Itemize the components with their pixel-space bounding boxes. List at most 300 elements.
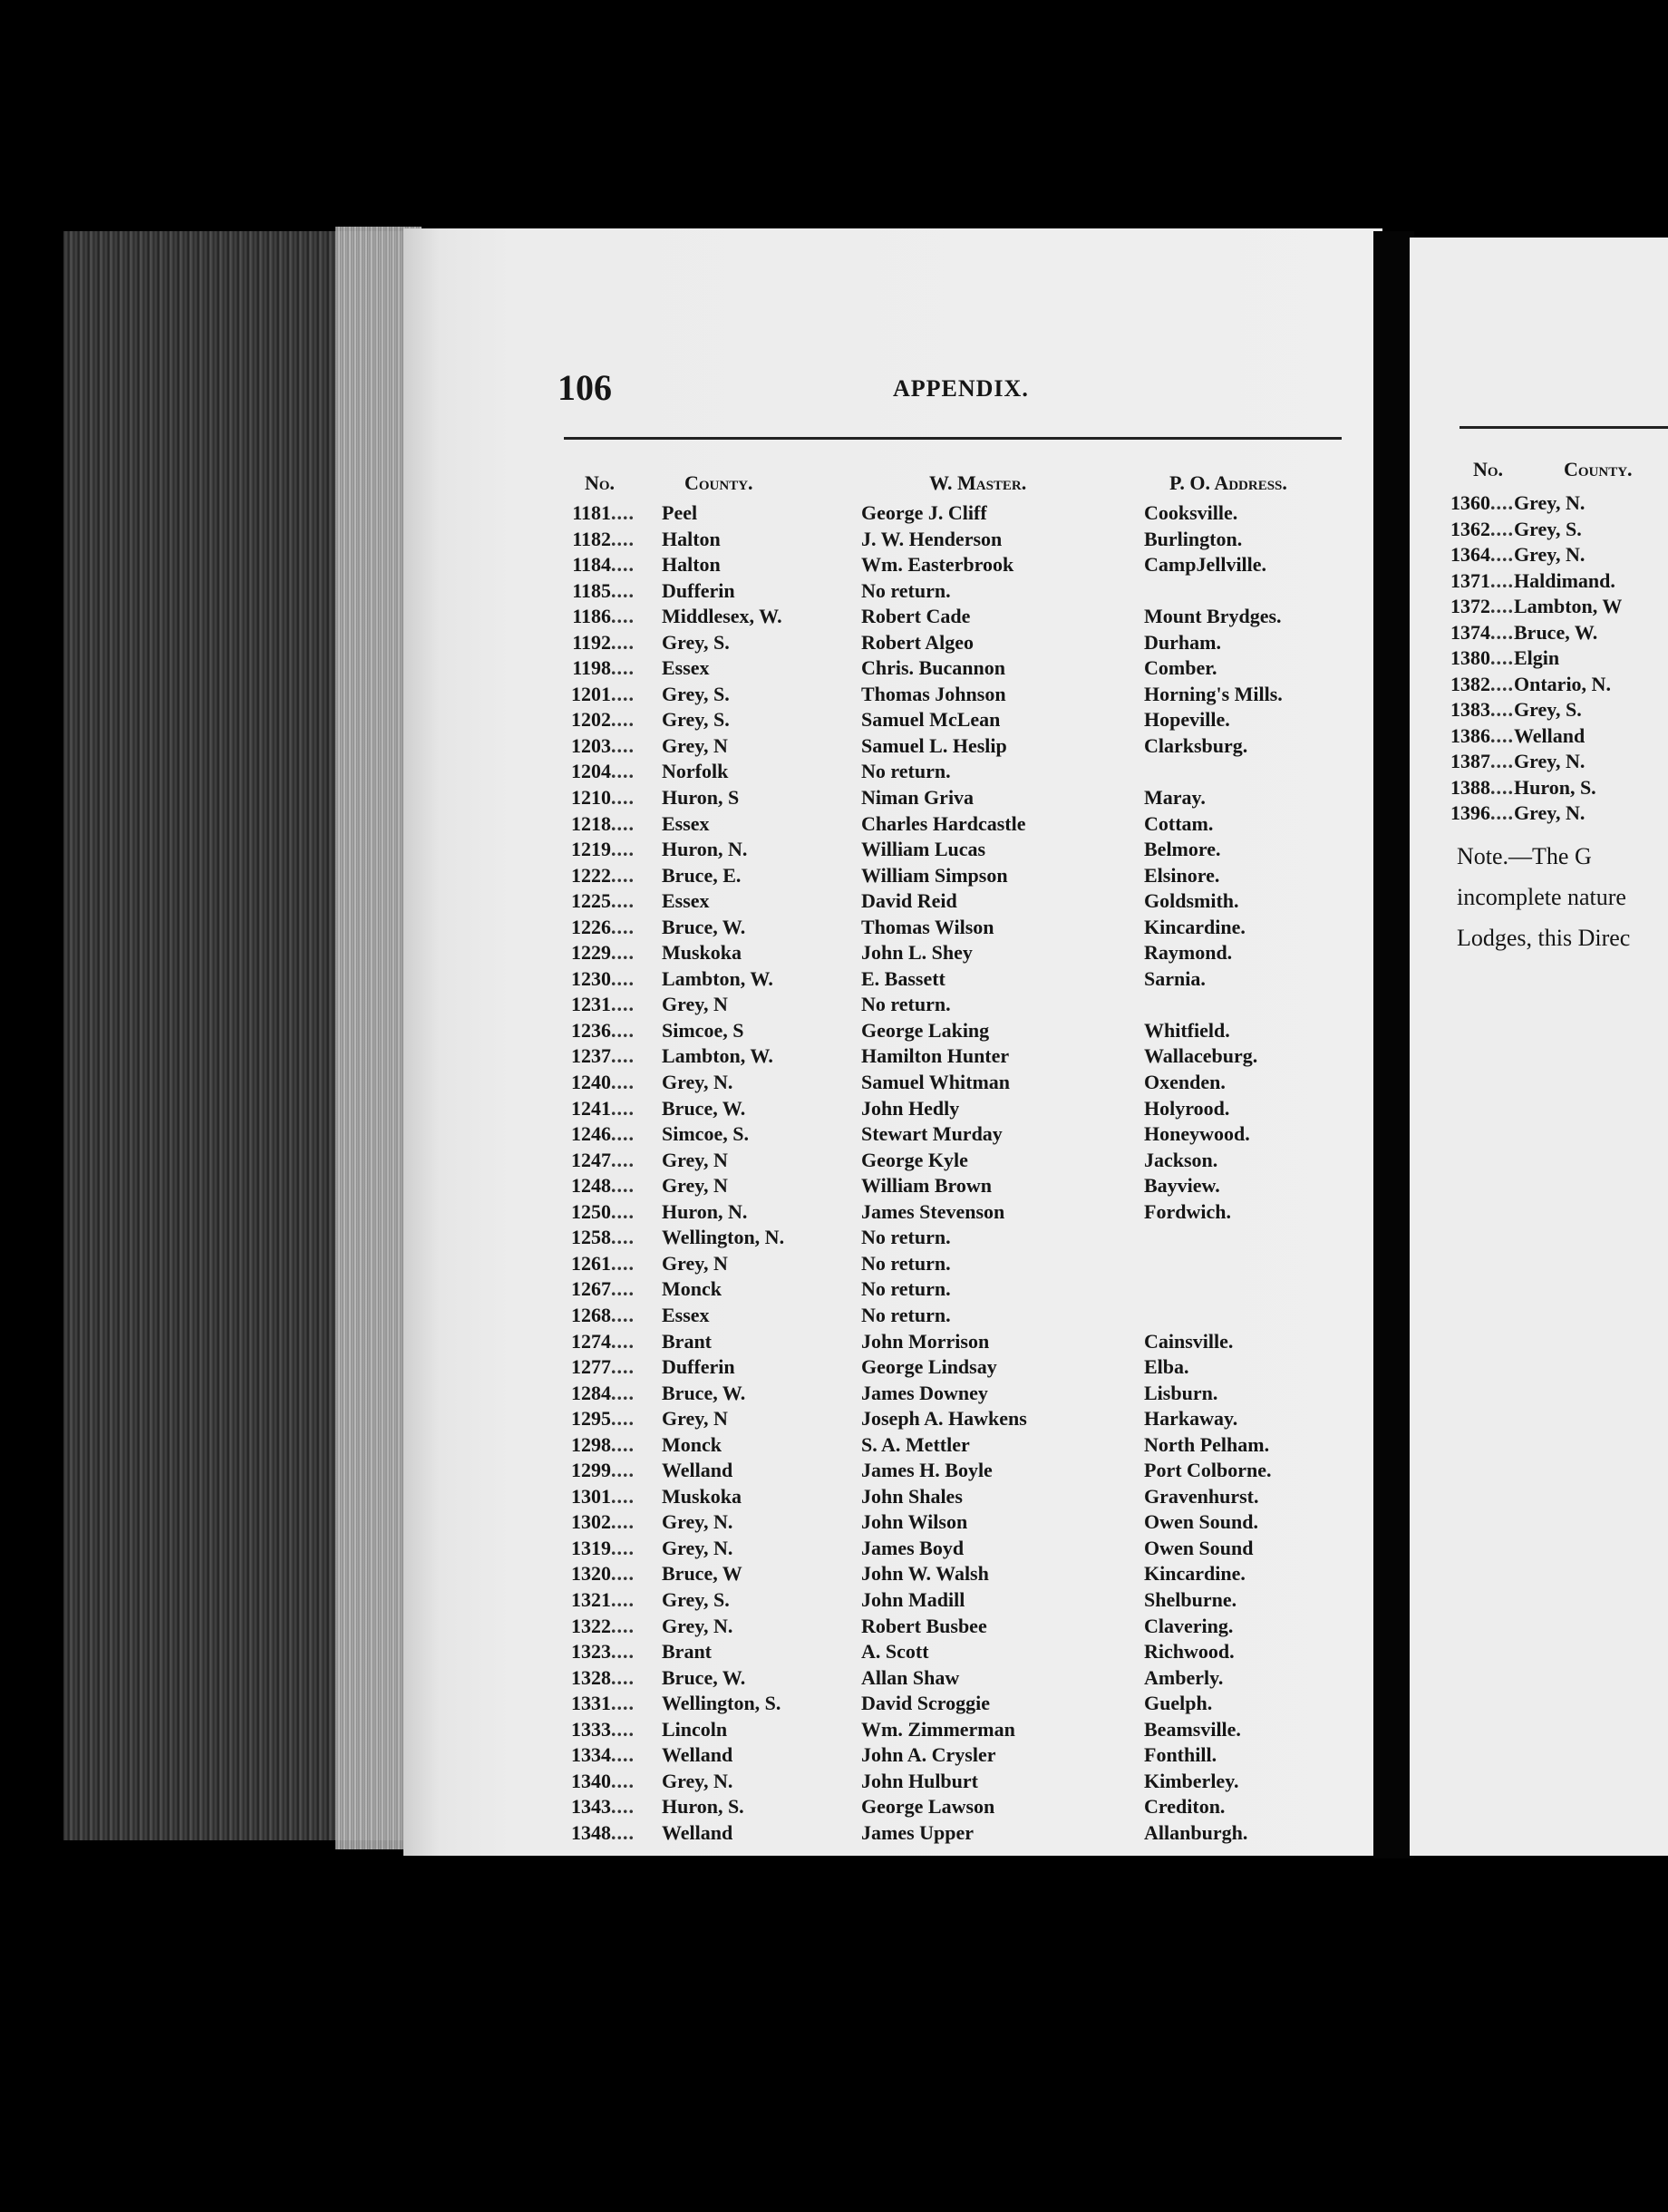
lodge-number: 1248 <box>571 1174 611 1198</box>
table-row <box>555 501 1353 528</box>
county-cell: Grey, N <box>662 1174 728 1198</box>
lodge-number: 1277 <box>571 1355 611 1379</box>
leader-dots: .... <box>611 786 635 810</box>
table-row <box>555 1330 1353 1356</box>
master-cell: Hamilton Hunter <box>861 1044 1010 1068</box>
lodge-number: 1268 <box>571 1303 611 1326</box>
lodge-number: 1219 <box>571 838 611 861</box>
county-cell: Wellington, N. <box>662 1226 785 1249</box>
table-row <box>555 1433 1353 1460</box>
leader-dots: .... <box>611 811 635 835</box>
master-cell: Allan Shaw <box>861 1665 960 1689</box>
county-cell: Bruce, W. <box>662 1096 746 1120</box>
address-cell: Fonthill. <box>1144 1743 1217 1767</box>
table-row <box>555 838 1353 864</box>
table-row <box>555 1122 1353 1149</box>
leader-dots: .... <box>611 1044 635 1068</box>
county-cell: Ontario, N. <box>1514 672 1611 695</box>
address-cell: Horning's Mills. <box>1144 682 1283 705</box>
county-cell: Grey, N. <box>1514 801 1586 824</box>
table-row <box>555 1770 1353 1796</box>
leader-dots: .... <box>611 1199 635 1223</box>
lodge-number: 1236 <box>571 1018 611 1042</box>
county-cell: Middlesex, W. <box>662 605 782 628</box>
county-cell: Grey, N. <box>662 1510 733 1534</box>
leader-dots: .... <box>611 578 635 602</box>
lodge-number: 1230 <box>571 966 611 990</box>
table-row <box>1450 801 1622 828</box>
leader-dots: .... <box>611 1484 635 1508</box>
address-cell: Kincardine. <box>1144 915 1246 938</box>
leader-dots: .... <box>611 1174 635 1198</box>
county-cell: Grey, N. <box>1514 543 1586 566</box>
county-cell: Peel <box>662 501 698 524</box>
address-cell: Beamsville. <box>1144 1717 1241 1741</box>
table-row <box>555 1485 1353 1511</box>
leader-dots: .... <box>611 966 635 990</box>
lodge-number: 1284 <box>571 1381 611 1404</box>
table-row <box>555 553 1353 579</box>
table-row <box>555 1666 1353 1693</box>
county-cell: Simcoe, S. <box>662 1122 749 1146</box>
address-cell: Cottam. <box>1144 811 1214 835</box>
lodge-number: 1360 <box>1450 491 1490 514</box>
address-cell: Clarksburg. <box>1144 733 1248 757</box>
lodge-number: 1371 <box>1450 568 1490 592</box>
county-cell: Dufferin <box>662 578 735 602</box>
county-cell: Huron, N. <box>662 1199 748 1223</box>
lodge-number: 1261 <box>571 1251 611 1275</box>
address-cell: Cooksville. <box>1144 501 1238 524</box>
page-header <box>558 366 1337 413</box>
address-cell: Jackson. <box>1144 1148 1218 1171</box>
lodge-number: 1328 <box>571 1665 611 1689</box>
leader-dots: .... <box>611 1381 635 1404</box>
table-row <box>1450 646 1622 673</box>
county-cell: Muskoka <box>662 941 742 965</box>
lodge-number: 1374 <box>1450 620 1490 644</box>
master-cell: George Kyle <box>861 1148 968 1171</box>
master-cell: James Upper <box>861 1820 975 1844</box>
master-cell: E. Bassett <box>861 966 946 990</box>
lodge-number: 1258 <box>571 1226 611 1249</box>
table-row <box>555 967 1353 994</box>
table-row <box>555 1615 1353 1641</box>
table-row <box>1450 543 1622 569</box>
county-cell: Norfolk <box>662 760 729 783</box>
master-cell: David Scroggie <box>861 1692 990 1715</box>
table-row <box>555 656 1353 683</box>
county-cell: Huron, S. <box>1514 775 1596 799</box>
table-row <box>555 941 1353 967</box>
lodge-number: 1299 <box>571 1459 611 1482</box>
lodge-number: 1202 <box>571 708 611 732</box>
table-row <box>555 1277 1353 1304</box>
address-cell: Crediton. <box>1144 1795 1226 1819</box>
leader-dots: .... <box>611 605 635 628</box>
address-cell: Allanburgh. <box>1144 1820 1248 1844</box>
county-cell: Grey, N. <box>662 1536 733 1559</box>
master-cell: James Boyd <box>861 1536 965 1559</box>
master-cell: No return. <box>861 1277 951 1301</box>
table-row <box>555 1795 1353 1821</box>
table-row <box>555 579 1353 606</box>
table-row <box>555 1200 1353 1227</box>
county-cell: Grey, N <box>662 1251 728 1275</box>
table-row <box>555 1382 1353 1408</box>
leader-dots: .... <box>1490 568 1514 592</box>
master-cell: William Lucas <box>861 838 986 861</box>
note-line: incomplete nature <box>1457 884 1626 910</box>
address-cell: Lisburn. <box>1144 1381 1218 1404</box>
county-cell: Grey, S. <box>662 1587 730 1611</box>
lodge-number: 1229 <box>571 941 611 965</box>
address-cell: Owen Sound <box>1144 1536 1254 1559</box>
table-row <box>1450 491 1622 518</box>
county-cell: Lambton, W. <box>662 1044 773 1068</box>
column-header-master: W. Master. <box>929 471 1027 494</box>
lodge-number: 1240 <box>571 1071 611 1094</box>
lodge-number: 1226 <box>571 915 611 938</box>
lodge-number: 1181 <box>572 501 611 524</box>
table-row <box>1450 724 1622 751</box>
county-cell: Lambton, W <box>1514 595 1623 617</box>
lodge-number: 1203 <box>571 733 611 757</box>
county-cell: Welland <box>662 1459 733 1482</box>
column-header-no: No. <box>585 471 616 494</box>
lodge-number: 1348 <box>571 1820 611 1844</box>
page-number: 106 <box>558 367 612 408</box>
lodge-number: 1185 <box>572 578 611 602</box>
county-cell: Haldimand. <box>1514 568 1615 592</box>
county-cell: Bruce, W <box>662 1562 742 1586</box>
address-cell: Sarnia. <box>1144 966 1206 990</box>
lodge-number: 1333 <box>571 1717 611 1741</box>
master-cell: Robert Algeo <box>861 630 975 654</box>
county-cell: Brant <box>662 1329 712 1353</box>
column-header-county: County. <box>684 471 753 494</box>
lodge-number: 1247 <box>571 1148 611 1171</box>
county-cell: Grey, N <box>662 1407 728 1431</box>
master-cell: Joseph A. Hawkens <box>861 1407 1027 1431</box>
county-cell: Bruce, W. <box>662 915 746 938</box>
lodge-number: 1372 <box>1450 595 1490 617</box>
master-cell: James Downey <box>861 1381 988 1404</box>
right-header-rule <box>1460 426 1668 429</box>
master-cell: Robert Busbee <box>861 1614 987 1637</box>
master-cell: William Brown <box>861 1174 993 1198</box>
address-cell: Wallaceburg. <box>1144 1044 1258 1068</box>
lodge-number: 1225 <box>571 889 611 913</box>
master-cell: Samuel McLean <box>861 708 1001 732</box>
lodge-number: 1383 <box>1450 698 1490 721</box>
table-row <box>555 708 1353 734</box>
address-cell: Comber. <box>1144 656 1217 680</box>
leader-dots: .... <box>611 1692 635 1715</box>
leader-dots: .... <box>611 1018 635 1042</box>
leader-dots: .... <box>611 1743 635 1767</box>
lodge-number: 1250 <box>571 1199 611 1223</box>
lodge-number: 1388 <box>1450 775 1490 799</box>
county-cell: Lincoln <box>662 1717 728 1741</box>
county-cell: Wellington, S. <box>662 1692 781 1715</box>
book-gutter <box>1373 231 1414 1858</box>
lodge-number: 1343 <box>571 1795 611 1819</box>
leader-dots: .... <box>611 889 635 913</box>
leader-dots: .... <box>1490 517 1514 540</box>
county-cell: Grey, N. <box>1514 750 1586 772</box>
table-row <box>555 1174 1353 1200</box>
address-cell: Hopeville. <box>1144 708 1230 732</box>
lodge-number: 1301 <box>571 1484 611 1508</box>
leader-dots: .... <box>611 1277 635 1301</box>
leader-dots: .... <box>611 1459 635 1482</box>
table-row <box>555 1821 1353 1848</box>
master-cell: No return. <box>861 993 951 1016</box>
address-cell: Guelph. <box>1144 1692 1213 1715</box>
lodge-number: 1218 <box>571 811 611 835</box>
lodge-number: 1396 <box>1450 801 1490 824</box>
lodge-number: 1241 <box>571 1096 611 1120</box>
table-row <box>555 1562 1353 1588</box>
county-cell: Elgin <box>1514 646 1560 669</box>
leader-dots: .... <box>611 1407 635 1431</box>
leader-dots: .... <box>611 863 635 887</box>
table-row <box>1450 518 1622 544</box>
lodge-number: 1331 <box>571 1692 611 1715</box>
address-cell: Holyrood. <box>1144 1096 1230 1120</box>
master-cell: No return. <box>861 760 951 783</box>
address-cell: Durham. <box>1144 630 1221 654</box>
master-cell: John Hulburt <box>861 1769 978 1792</box>
leader-dots: .... <box>1490 672 1514 695</box>
address-cell: Fordwich. <box>1144 1199 1231 1223</box>
county-cell: Muskoka <box>662 1484 742 1508</box>
right-lodge-table <box>1450 491 1622 828</box>
leader-dots: .... <box>611 1640 635 1664</box>
leader-dots: .... <box>611 1251 635 1275</box>
master-cell: John A. Crysler <box>861 1743 996 1767</box>
table-row <box>555 1071 1353 1097</box>
address-cell: Elsinore. <box>1144 863 1220 887</box>
lodge-number: 1210 <box>571 786 611 810</box>
table-row <box>555 1226 1353 1252</box>
county-cell: Brant <box>662 1640 712 1664</box>
county-cell: Huron, S <box>662 786 740 810</box>
leader-dots: .... <box>611 838 635 861</box>
table-row <box>555 1304 1353 1330</box>
lodge-number: 1334 <box>571 1743 611 1767</box>
leader-dots: .... <box>611 760 635 783</box>
address-cell: Oxenden. <box>1144 1071 1226 1094</box>
address-cell: Cainsville. <box>1144 1329 1234 1353</box>
table-row <box>1450 698 1622 724</box>
county-cell: Grey, N. <box>1514 491 1586 514</box>
leader-dots: .... <box>611 682 635 705</box>
county-cell: Essex <box>662 1303 710 1326</box>
county-cell: Bruce, W. <box>662 1381 746 1404</box>
leader-dots: .... <box>1490 491 1514 514</box>
leader-dots: .... <box>611 941 635 965</box>
leader-dots: .... <box>1490 750 1514 772</box>
table-row <box>555 1510 1353 1537</box>
table-row <box>555 1692 1353 1718</box>
master-cell: Thomas Johnson <box>861 682 1006 705</box>
table-row <box>555 1588 1353 1615</box>
lodge-number: 1184 <box>572 553 611 577</box>
lodge-number: 1387 <box>1450 750 1490 772</box>
lodge-number: 1302 <box>571 1510 611 1534</box>
leader-dots: .... <box>1490 698 1514 721</box>
table-row <box>555 760 1353 786</box>
county-cell: Huron, S. <box>662 1795 744 1819</box>
lodge-number: 1322 <box>571 1614 611 1637</box>
table-row <box>555 1044 1353 1071</box>
master-cell: James H. Boyle <box>861 1459 993 1482</box>
lodge-number: 1231 <box>571 993 611 1016</box>
address-cell: Bayview. <box>1144 1174 1220 1198</box>
county-cell: Grey, S. <box>1514 517 1582 540</box>
leader-dots: .... <box>611 708 635 732</box>
lodge-number: 1201 <box>571 682 611 705</box>
county-cell: Welland <box>662 1743 733 1767</box>
table-row <box>555 1537 1353 1563</box>
leader-dots: .... <box>611 656 635 680</box>
lodge-number: 1186 <box>572 605 611 628</box>
lodge-number: 1320 <box>571 1562 611 1586</box>
address-cell: Raymond. <box>1144 941 1233 965</box>
table-row <box>1450 750 1622 776</box>
leader-dots: .... <box>611 1536 635 1559</box>
master-cell: Wm. Zimmerman <box>861 1717 1015 1741</box>
master-cell: Wm. Easterbrook <box>861 553 1014 577</box>
address-cell: Richwood. <box>1144 1640 1235 1664</box>
lodge-number: 1222 <box>571 863 611 887</box>
county-cell: Dufferin <box>662 1355 735 1379</box>
master-cell: David Reid <box>861 889 957 913</box>
leader-dots: .... <box>611 1432 635 1456</box>
table-row <box>1450 569 1622 596</box>
county-cell: Essex <box>662 889 710 913</box>
lodge-number: 1182 <box>572 527 611 550</box>
leader-dots: .... <box>611 1148 635 1171</box>
leader-dots: .... <box>611 1587 635 1611</box>
master-cell: J. W. Henderson <box>861 527 1003 550</box>
county-cell: Welland <box>662 1820 733 1844</box>
county-cell: Grey, S. <box>662 630 730 654</box>
county-cell: Grey, S. <box>662 682 730 705</box>
lodge-number: 1295 <box>571 1407 611 1431</box>
leader-dots: .... <box>611 915 635 938</box>
county-cell: Huron, N. <box>662 838 748 861</box>
note-line: Note.—The G <box>1457 843 1592 869</box>
master-cell: George J. Cliff <box>861 501 987 524</box>
header-rule <box>564 437 1342 440</box>
table-row <box>555 812 1353 839</box>
county-cell: Bruce, W. <box>1514 620 1598 644</box>
address-cell: Elba. <box>1144 1355 1189 1379</box>
county-cell: Grey, N. <box>662 1614 733 1637</box>
master-cell: No return. <box>861 1251 951 1275</box>
leader-dots: .... <box>611 1226 635 1249</box>
county-cell: Monck <box>662 1277 722 1301</box>
leader-dots: .... <box>611 1717 635 1741</box>
leader-dots: .... <box>1490 595 1514 617</box>
address-cell: Belmore. <box>1144 838 1221 861</box>
table-row <box>555 1743 1353 1770</box>
table-row <box>555 1149 1353 1175</box>
address-cell: Clavering. <box>1144 1614 1234 1637</box>
lodge-number: 1319 <box>571 1536 611 1559</box>
master-cell: George Lawson <box>861 1795 995 1819</box>
county-cell: Grey, S. <box>1514 698 1582 721</box>
table-row <box>555 1459 1353 1485</box>
master-cell: Niman Griva <box>861 786 975 810</box>
leader-dots: .... <box>611 1562 635 1586</box>
lodge-number: 1380 <box>1450 646 1490 669</box>
county-cell: Monck <box>662 1432 722 1456</box>
table-row <box>1450 673 1622 699</box>
address-cell: CampJellville. <box>1144 553 1267 577</box>
address-cell: Honeywood. <box>1144 1122 1250 1146</box>
right-column-header-county: County. <box>1564 458 1633 480</box>
table-row <box>555 734 1353 761</box>
table-row <box>1450 595 1622 621</box>
county-cell: Grey, S. <box>662 708 730 732</box>
leader-dots: .... <box>611 553 635 577</box>
address-cell: Shelburne. <box>1144 1587 1237 1611</box>
table-row <box>555 864 1353 890</box>
county-cell: Grey, N. <box>662 1071 733 1094</box>
address-cell: Port Colborne. <box>1144 1459 1272 1482</box>
table-row <box>555 993 1353 1019</box>
address-cell: Owen Sound. <box>1144 1510 1258 1534</box>
column-header-address: P. O. Address. <box>1169 471 1287 494</box>
table-row <box>555 1019 1353 1045</box>
county-cell: Welland <box>1514 723 1586 747</box>
table-row <box>555 631 1353 657</box>
county-cell: Simcoe, S <box>662 1018 744 1042</box>
lodge-number: 1386 <box>1450 723 1490 747</box>
master-cell: John Hedly <box>861 1096 960 1120</box>
leader-dots: .... <box>1490 723 1514 747</box>
county-cell: Bruce, W. <box>662 1665 746 1689</box>
county-cell: Essex <box>662 811 710 835</box>
leader-dots: .... <box>611 527 635 550</box>
leader-dots: .... <box>1490 646 1514 669</box>
master-cell: Samuel Whitman <box>861 1071 1011 1094</box>
master-cell: John Wilson <box>861 1510 968 1534</box>
master-cell: John Shales <box>861 1484 963 1508</box>
master-cell: John Madill <box>861 1587 965 1611</box>
master-cell: S. A. Mettler <box>861 1432 970 1456</box>
master-cell: George Laking <box>861 1018 990 1042</box>
leader-dots: .... <box>611 1071 635 1094</box>
lodge-table <box>555 501 1353 1847</box>
leader-dots: .... <box>611 1795 635 1819</box>
leader-dots: .... <box>611 1665 635 1689</box>
leader-dots: .... <box>611 1820 635 1844</box>
right-column-header-no: No. <box>1473 458 1504 480</box>
master-cell: Robert Cade <box>861 605 971 628</box>
table-row <box>555 916 1353 942</box>
leader-dots: .... <box>611 1614 635 1637</box>
leader-dots: .... <box>1490 801 1514 824</box>
address-cell: Burlington. <box>1144 527 1243 550</box>
county-cell: Grey, N <box>662 733 728 757</box>
table-row <box>555 1407 1353 1433</box>
lodge-number: 1204 <box>571 760 611 783</box>
